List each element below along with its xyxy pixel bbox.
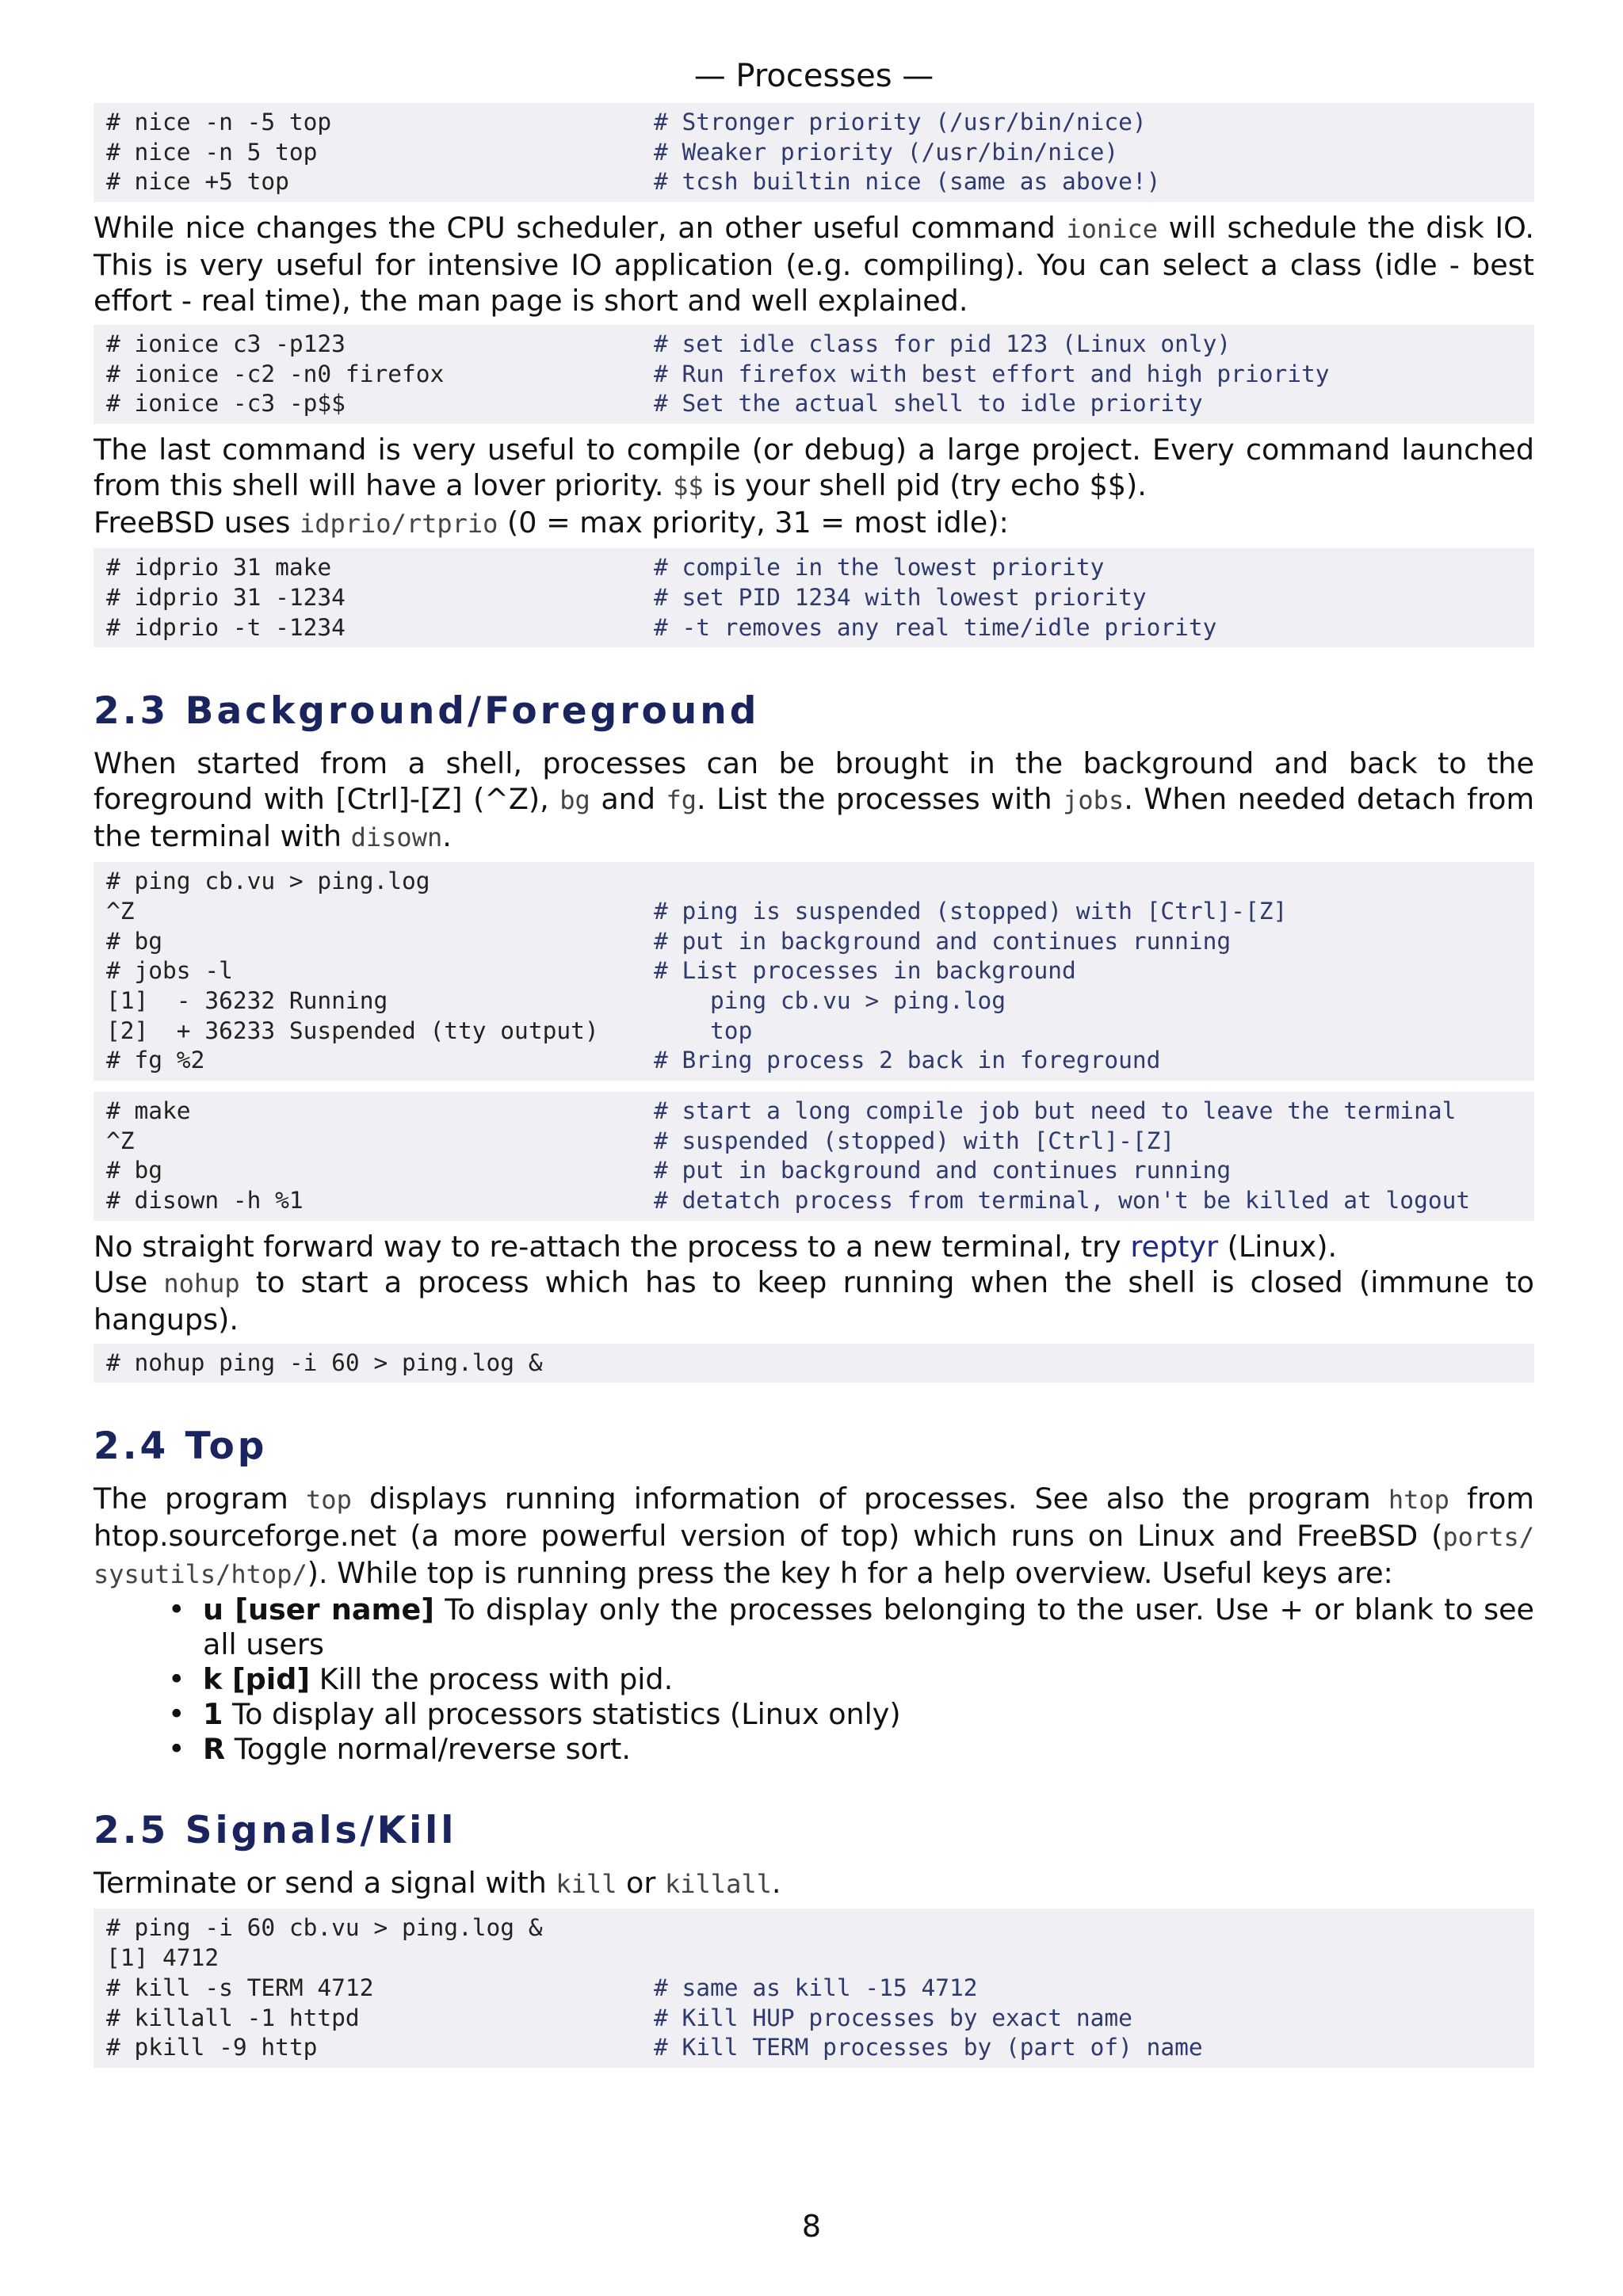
code-command: # bg <box>106 1157 163 1184</box>
code-command: # nice -n -5 top <box>106 109 332 135</box>
code-line <box>106 167 1522 197</box>
inline-code: $$ <box>673 471 704 502</box>
code-command: [2] + 36233 Suspended (tty output) <box>106 1016 599 1044</box>
code-block-kill <box>94 1909 1534 2067</box>
code-comment: # set PID 1234 with lowest priority <box>654 583 1147 611</box>
code-line <box>106 108 1522 138</box>
inline-code: killall <box>665 1869 772 1900</box>
inline-code: ports/ sysutils/htop/ <box>94 1522 1534 1590</box>
running-header: — Processes — <box>693 58 934 94</box>
code-command: # killall -1 httpd <box>106 2004 360 2031</box>
code-line <box>106 1046 1522 1076</box>
paragraph-kill: Terminate or send a signal with kill or killall. <box>94 1866 781 1901</box>
code-comment: # -t removes any real time/idle priority <box>654 613 1217 641</box>
code-block-idprio <box>94 548 1534 647</box>
code-comment: # List processes in background <box>654 957 1076 985</box>
inline-code: jobs <box>1063 785 1125 816</box>
paragraph-ionice: While nice changes the CPU scheduler, an other useful command ionice will schedule the disk IO. This is very useful for intensive IO application (e.g. compiling). You can select a class (idle - best effort - real time), the man page is short and well explained. <box>94 211 1534 318</box>
code-line <box>106 360 1522 390</box>
code-block-disown <box>94 1092 1534 1221</box>
code-command: ^Z <box>106 1127 135 1154</box>
code-comment: # compile in the lowest priority <box>654 554 1105 582</box>
paragraph-top: The program top displays running information of processes. See also the program htop from htop.sourceforge.net (a more powerful version of top) which runs on Linux and FreeBSD (ports/ sysutils/htop/). While top is running press the key h for a help overview. Useful keys are: <box>94 1482 1534 1591</box>
code-comment: # ping is suspended (stopped) with [Ctrl]-[Z] <box>654 897 1288 925</box>
code-line <box>106 138 1522 168</box>
code-command: # ionice -c2 -n0 firefox <box>106 360 445 387</box>
code-command: # disown -h %1 <box>106 1187 304 1215</box>
inline-code: htop <box>1388 1485 1449 1516</box>
code-command: # nohup ping -i 60 > ping.log & <box>106 1348 543 1376</box>
code-line <box>106 1127 1522 1157</box>
code-block-ionice <box>94 325 1534 424</box>
code-comment: # tcsh builtin nice (same as above!) <box>654 168 1161 196</box>
list-item: • k [pid] Kill the process with pid. <box>203 1662 1534 1697</box>
code-comment: # Set the actual shell to idle priority <box>654 390 1203 418</box>
code-command: # idprio -t -1234 <box>106 613 346 641</box>
code-line <box>106 1348 1522 1379</box>
code-line <box>106 956 1522 986</box>
inline-code: idprio/rtprio <box>299 509 498 540</box>
code-command: # nice +5 top <box>106 168 289 196</box>
code-command: # idprio 31 -1234 <box>106 583 346 611</box>
code-comment: # same as kill -15 4712 <box>654 1974 978 2001</box>
code-comment: top <box>654 1016 753 1044</box>
list-item: • u [user name] To display only the processes belonging to the user. Use + or blank to see all users <box>203 1592 1534 1662</box>
inline-code: nohup <box>163 1268 240 1299</box>
code-line <box>106 613 1522 643</box>
list-item: • 1 To display all processors statistics (Linux only) <box>203 1697 1534 1732</box>
code-line <box>106 2004 1522 2034</box>
inline-code: disown <box>350 822 443 853</box>
code-comment: # Bring process 2 back in foreground <box>654 1047 1161 1074</box>
code-command: [1] 4712 <box>106 1944 220 1972</box>
code-line <box>106 330 1522 360</box>
code-comment: # suspended (stopped) with [Ctrl]-[Z] <box>654 1127 1175 1154</box>
paragraph-reptyr: No straight forward way to re-attach the process to a new terminal, try reptyr (Linux). <box>94 1229 1338 1264</box>
page-number: 8 <box>801 2209 822 2244</box>
code-comment: # start a long compile job but need to leave the terminal <box>654 1097 1457 1124</box>
inline-code: kill <box>556 1869 617 1900</box>
code-comment: # Kill TERM processes by (part of) name <box>654 2034 1203 2061</box>
code-comment: # Stronger priority (/usr/bin/nice) <box>654 109 1147 135</box>
code-line <box>106 1156 1522 1186</box>
code-block-nohup <box>94 1344 1534 1383</box>
code-line <box>106 927 1522 957</box>
code-line <box>106 553 1522 583</box>
code-command: # ping -i 60 cb.vu > ping.log & <box>106 1914 543 1942</box>
code-command: # pkill -9 http <box>106 2034 318 2061</box>
code-block-nice <box>94 103 1534 202</box>
list-item: • R Toggle normal/reverse sort. <box>203 1732 1534 1767</box>
code-line <box>106 986 1522 1016</box>
code-line <box>106 867 1522 897</box>
code-line <box>106 1913 1522 1943</box>
code-command: ^Z <box>106 897 135 925</box>
code-comment: # Kill HUP processes by exact name <box>654 2004 1132 2031</box>
top-keys-list <box>94 1592 1534 1767</box>
code-command: # nice -n 5 top <box>106 138 318 166</box>
code-command: # fg %2 <box>106 1047 205 1074</box>
inline-code: bg <box>559 785 590 816</box>
code-line <box>106 897 1522 927</box>
code-command: # kill -s TERM 4712 <box>106 1974 374 2001</box>
code-line <box>106 1186 1522 1216</box>
code-line <box>106 1097 1522 1127</box>
code-command: [1] - 36232 Running <box>106 986 388 1014</box>
section-heading-signals-kill: 2.5 Signals/Kill <box>94 1809 457 1853</box>
section-heading-background-foreground: 2.3 Background/Foreground <box>94 689 760 734</box>
code-comment: # detatch process from terminal, won't be killed at logout <box>654 1187 1471 1215</box>
code-line <box>106 1974 1522 2004</box>
code-command: # ping cb.vu > ping.log <box>106 868 430 895</box>
paragraph-freebsd: FreeBSD uses idprio/rtprio (0 = max priority, 31 = most idle): <box>94 505 1009 540</box>
inline-code: fg <box>666 785 697 816</box>
code-line <box>106 583 1522 613</box>
code-line <box>106 2033 1522 2063</box>
code-line <box>106 1943 1522 1974</box>
code-command: # ionice -c3 -p$$ <box>106 390 346 418</box>
inline-code: top <box>306 1485 352 1516</box>
page-content <box>94 55 1534 2076</box>
code-comment: ping cb.vu > ping.log <box>654 986 1006 1014</box>
code-block-jobs <box>94 862 1534 1081</box>
code-command: # idprio 31 make <box>106 554 332 582</box>
code-command: # ionice c3 -p123 <box>106 330 346 358</box>
paragraph-last-command: The last command is very useful to compile (or debug) a large project. Every command launched from this shell will have a lover priority. $$ is your shell pid (try echo $$). <box>94 433 1534 503</box>
paragraph-background: When started from a shell, processes can be brought in the background and back to the foreground with [Ctrl]-[Z] (^Z), bg and fg. List the processes with jobs. When needed detach from the terminal with disown. <box>94 746 1534 854</box>
code-comment: # put in background and continues running <box>654 927 1232 955</box>
paragraph-nohup: Use nohup to start a process which has to keep running when the shell is closed (immune to hangups). <box>94 1264 1534 1337</box>
reptyr-link[interactable]: reptyr <box>1130 1229 1219 1264</box>
code-comment: # put in background and continues running <box>654 1157 1232 1184</box>
code-comment: # Run firefox with best effort and high priority <box>654 360 1330 387</box>
code-comment: # Weaker priority (/usr/bin/nice) <box>654 138 1119 166</box>
code-command: # bg <box>106 927 163 955</box>
code-command: # jobs -l <box>106 957 233 985</box>
code-line <box>106 389 1522 419</box>
code-command: # make <box>106 1097 191 1124</box>
section-heading-top: 2.4 Top <box>94 1425 268 1469</box>
code-line <box>106 1016 1522 1047</box>
inline-code: ionice <box>1066 214 1158 245</box>
code-comment: # set idle class for pid 123 (Linux only) <box>654 330 1232 358</box>
